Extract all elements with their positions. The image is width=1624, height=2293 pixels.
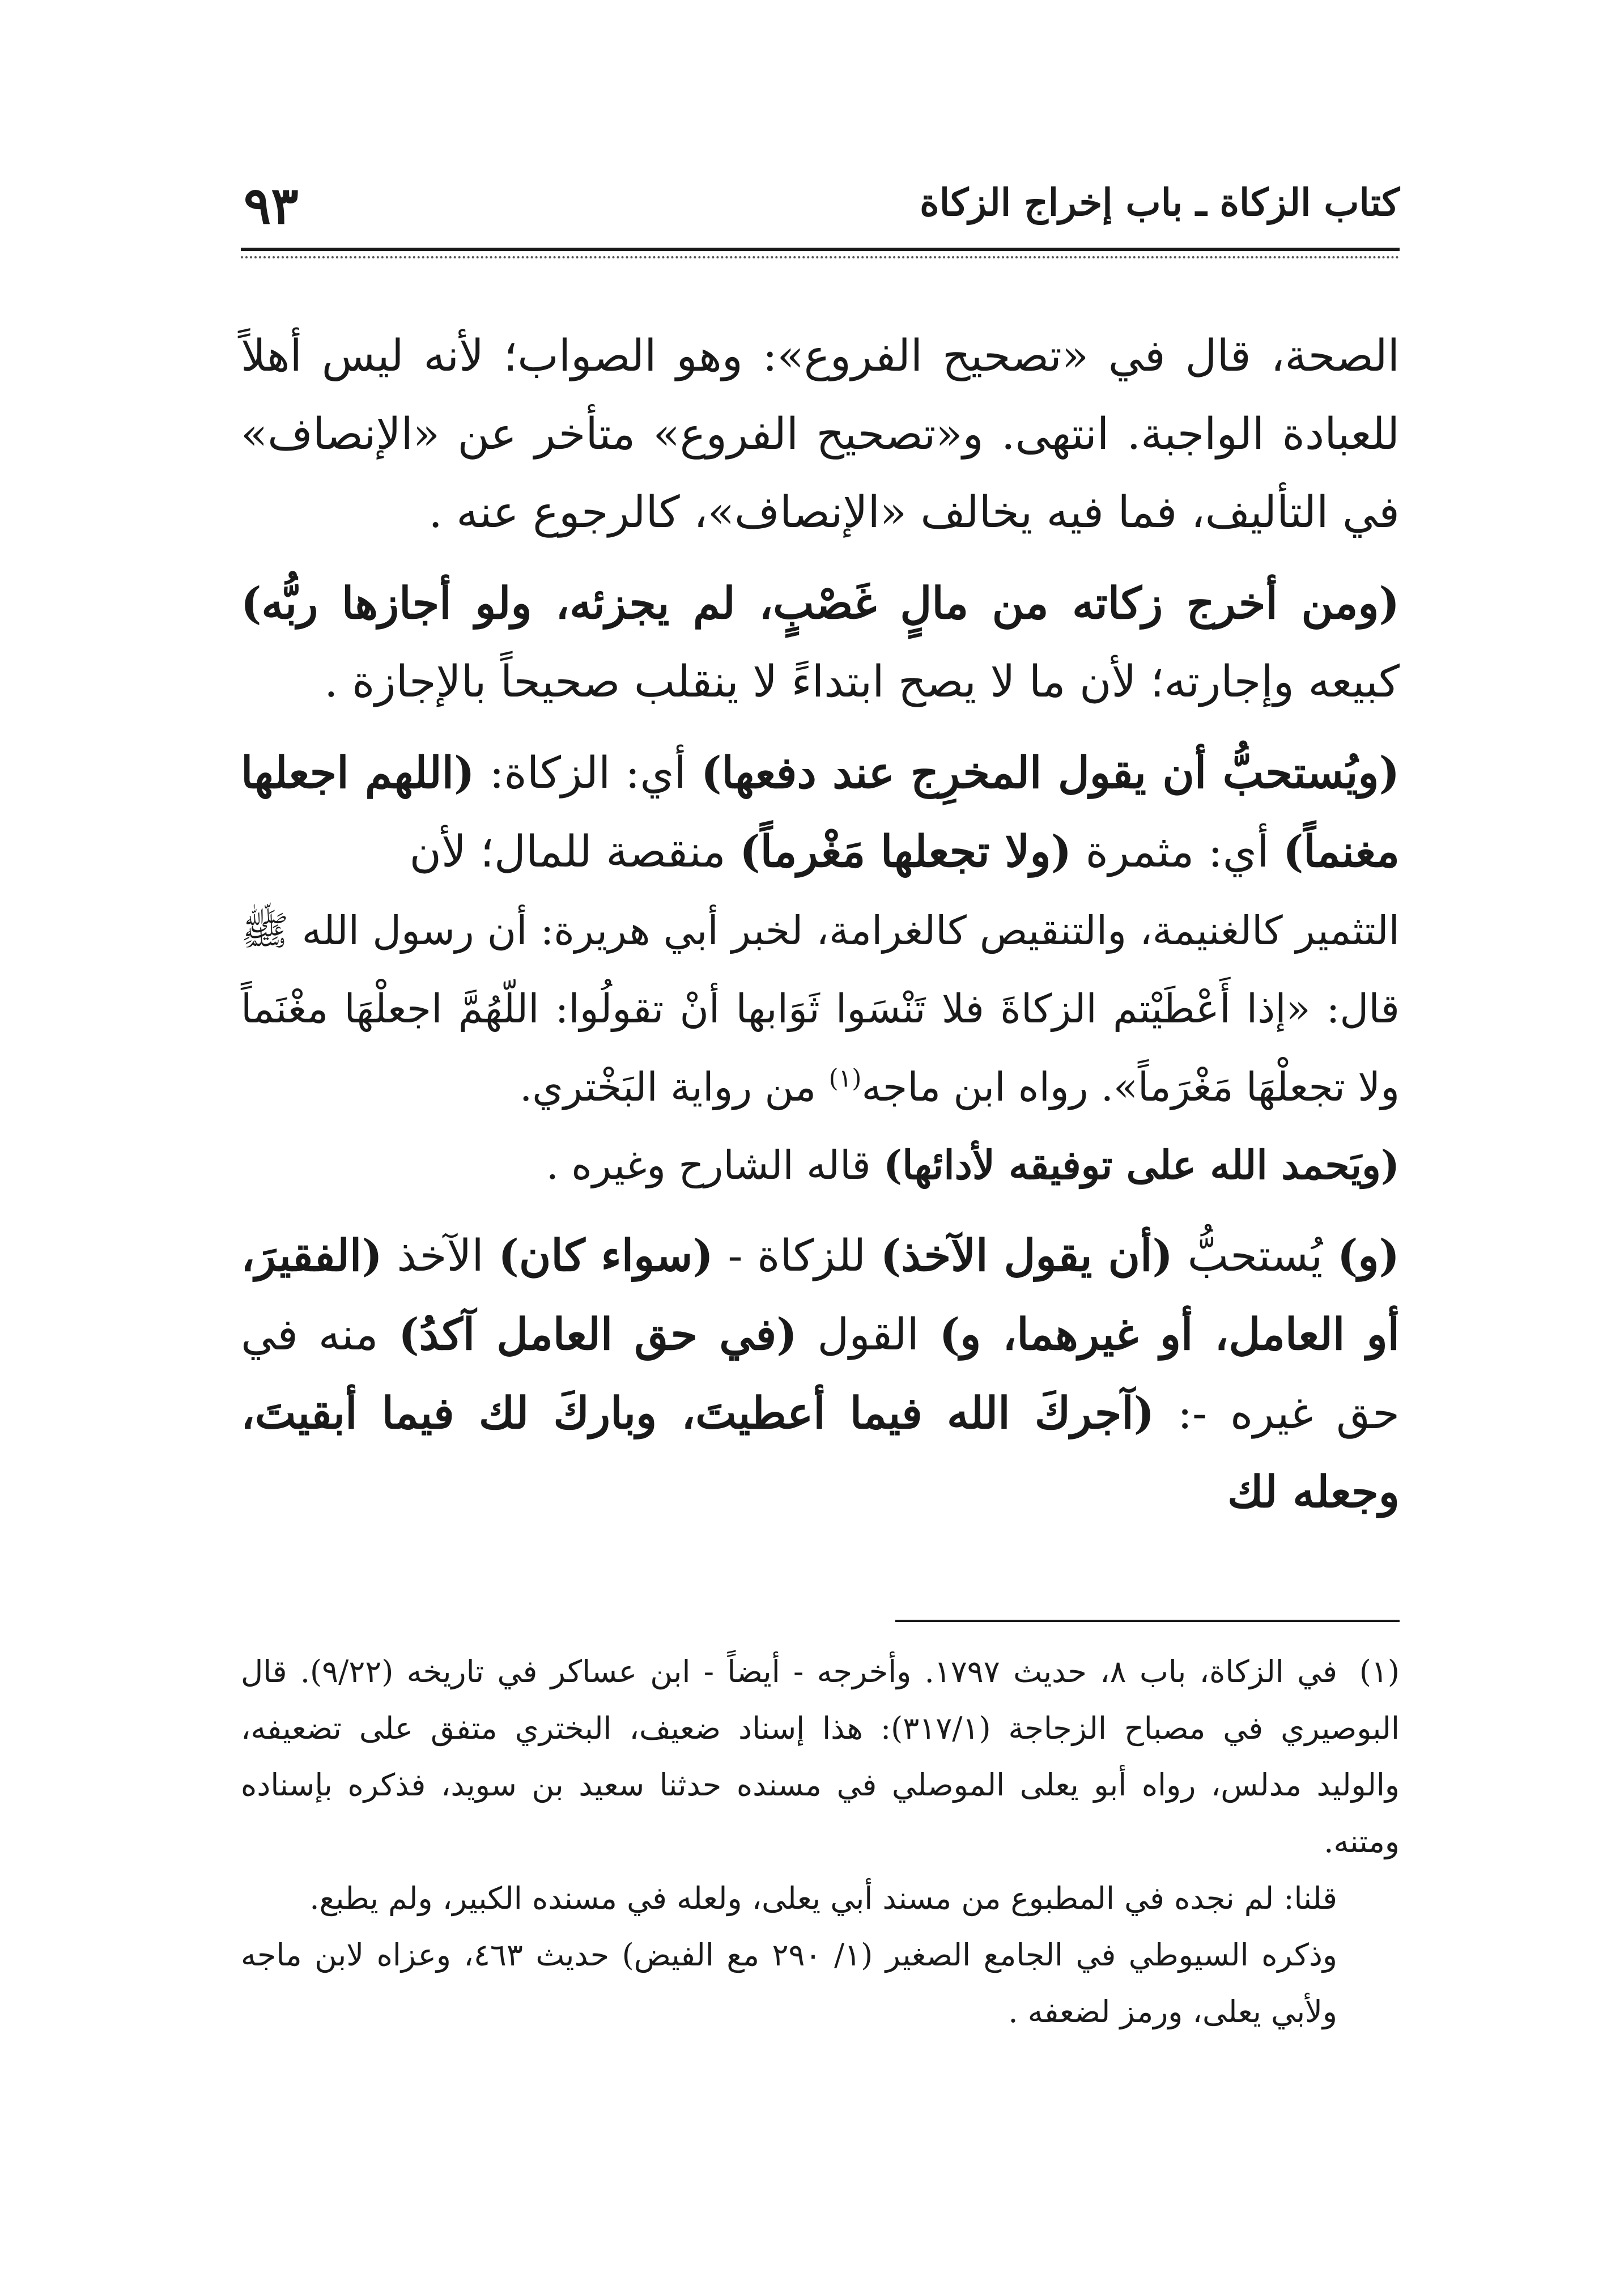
paragraph-3 [241,734,1400,891]
commentary-text: للزكاة - [713,1231,881,1281]
footnote-1-comment: قلنا: لم نجده في المطبوع من مسند أبي يعلى، ولعله في مسنده الكبير، ولم يطبع. [309,1880,1337,1916]
commentary-text: منقصة للمال؛ لأن [409,827,740,877]
matn-text: (سواء كان) [498,1230,713,1281]
footnote-1-additional: وذكره السيوطي في الجامع الصغير (١/ ٢٩٠ مع الفيض) حديث ٤٦٣، وعزاه لابن ماجه ولأبي يعلى، ورمز لضعفه . [241,1937,1337,2029]
matn-text: (و) [1337,1230,1400,1281]
commentary-text: أي: الزكاة: [474,748,702,799]
commentary-text: يُستحبُّ [1172,1231,1337,1281]
commentary-text: قاله الشارح وغيره . [546,1142,884,1188]
footnote-1 [241,1644,1400,1870]
matn-text: (ويُستحبُّ أن يقول المخرِج عند دفعها) [701,748,1400,799]
footnote-reference[interactable]: (١) [828,1064,862,1093]
footnote-text: في الزكاة، باب ٨، حديث ١٧٩٧. وأخرجه - أيضاً - ابن عساكر في تاريخه (٩/٢٢). قال البوصيري في مصباح الزجاجة (٣١٧/١): هذا إسناد ضعيف، البختري متفق على تضعيفه، والوليد مدلس، رواه أبو يعلى الموصلي في مسنده حدثنا سعيد بن سويد، فذكره بإسناده ومتنه. [241,1654,1400,1859]
paragraph-1: الصحة، قال في «تصحيح الفروع»: وهو الصواب؛ لأنه ليس أهلاً للعبادة الواجبة. انتهى. و«تصحيح الفروع» متأخر عن «الإنصاف» في التأليف، فما فيه يخالف «الإنصاف»، كالرجوع عنه . [241,331,1400,538]
matn-text: (اللهم اجعلها مغنماً) [241,748,1400,877]
matn-text: (ومن أخرج زكاته من مالٍ غَصْبٍ، لم يجزئه، ولو أجازها ربُّه) [241,578,1400,629]
page-number: ٩٣ [244,176,299,236]
chapter-title: كتاب الزكاة ـ باب إخراج الزكاة [920,180,1400,224]
footnotes [241,1644,1400,2040]
matn-text: (في حق العامل آكدُ) [398,1309,797,1360]
header-divider [241,248,1400,251]
commentary-text: التثمير كالغنيمة، والتنقيص كالغرامة، لخبر أبي هريرة: أن رسول الله ﷺ قال: «إذا أَعْطَيْتم الزكاةَ فلا تَنْسَوا ثَوَابها أنْ تقولُوا: اللّهُمَّ اجعلْهَا مغْنَماً ولا تجعلْهَا مَغْرَماً». رواه ابن ماجه [241,907,1400,1110]
paragraph-3-continued [241,891,1400,1204]
header-divider-dotted [241,256,1400,258]
paragraph-2 [241,564,1400,721]
paragraph-4 [241,1217,1400,1532]
matn-text: (أن يقول الآخذ) [880,1230,1173,1281]
matn-text: (الفقيرَ، أو العامل، أو غيرهما، و) [241,1230,1400,1360]
matn-text: (آجركَ الله فيما أعطيتَ، وباركَ لك فيما أبقيتَ، وجعله لك [241,1388,1400,1518]
commentary-text: الآخذ [382,1231,499,1281]
matn-text: (ولا تجعلها مَغْرماً) [739,826,1072,877]
commentary-text: القول [797,1310,939,1360]
page-header [244,176,1400,254]
matn-text: (ويَحمد الله على توفيقه لأدائها) [883,1141,1400,1188]
commentary-text: منه في حق غيره -: [241,1310,1400,1439]
commentary-text: أي: مثمرة [1072,827,1283,877]
commentary-text: كبيعه وإجارته؛ لأن ما لا يصح ابتداءً لا ينقلب صحيحاً بالإجازة . [324,657,1400,707]
footnote-number: (١) [1359,1654,1400,1689]
footnote-divider [895,1620,1400,1622]
commentary-text: من رواية البَخْتري. [519,1064,829,1110]
main-text [241,317,1400,1532]
